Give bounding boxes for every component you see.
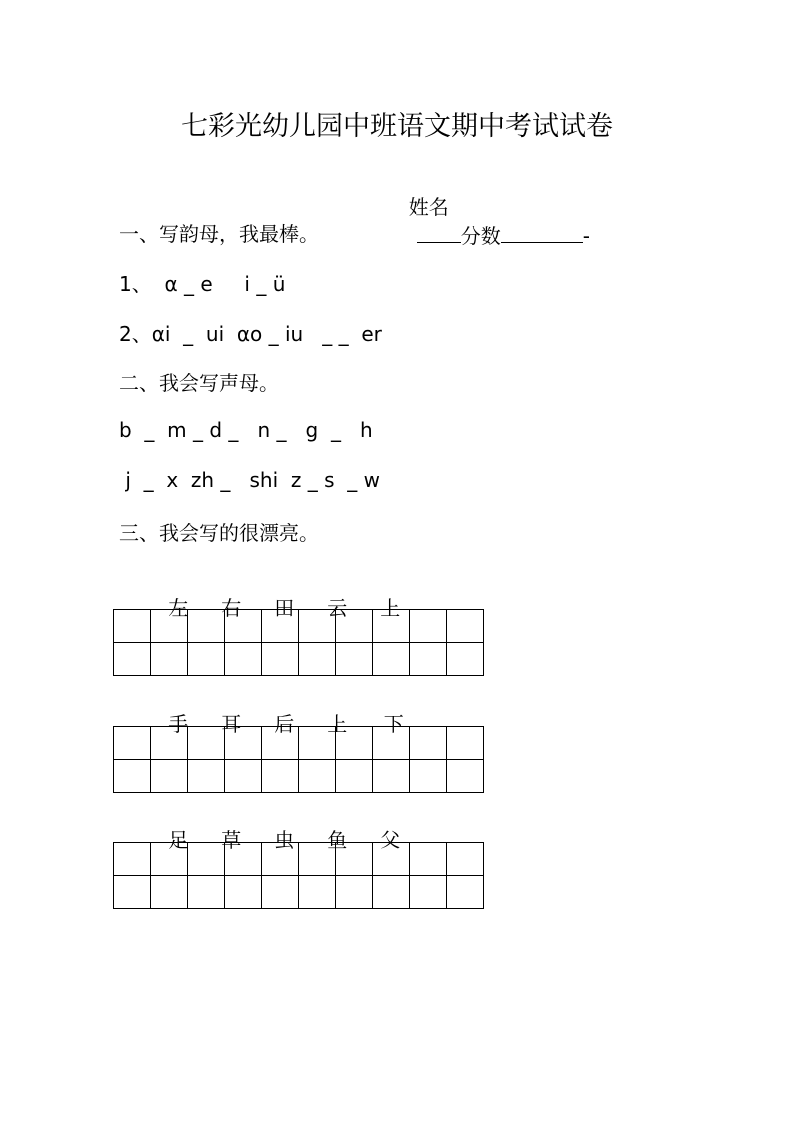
practice-char: 父 [380,828,401,852]
name-score-row [396,167,590,249]
section3-heading: 三、我会写的很漂亮。 [119,521,319,545]
name-label: 姓名 [408,195,449,219]
writing-grid-2[interactable] [113,726,484,793]
writing-grid-1[interactable] [113,609,484,676]
practice-char: 草 [221,828,242,852]
practice-char: 右 [221,596,242,620]
section2-heading: 二、我会写声母。 [119,371,279,395]
writing-grid-3[interactable] [113,842,484,909]
section1-line1: 1、 α _ e i _ ü [119,272,286,296]
score-blank[interactable] [501,222,583,243]
practice-char: 左 [168,596,189,620]
practice-char: 后 [274,712,295,736]
practice-char: 虫 [274,828,295,852]
practice-char: 下 [383,712,404,736]
practice-char: 田 [274,596,295,620]
section2-line1: b _ m _ d _ n _ g _ h [119,418,373,442]
practice-char: 足 [168,828,189,852]
practice-char: 上 [327,712,348,736]
section2-line2: j _ x zh _ shi z _ s _ w [119,468,380,492]
score-label: 分数 [460,224,501,248]
name-blank[interactable] [417,222,461,243]
section1-line2: 2、αi _ ui αo _ iu _ _ er [119,322,382,346]
section1-heading: 一、写韵母，我最棒。 [119,222,319,246]
practice-char: 手 [168,712,189,736]
practice-char: 上 [380,596,401,620]
practice-char: 云 [327,596,348,620]
name-row-tail: - [582,224,590,248]
practice-char: 耳 [221,712,242,736]
page-title: 七彩光幼儿园中班语文期中考试试卷 [181,111,613,142]
practice-char: 鱼 [327,828,348,852]
